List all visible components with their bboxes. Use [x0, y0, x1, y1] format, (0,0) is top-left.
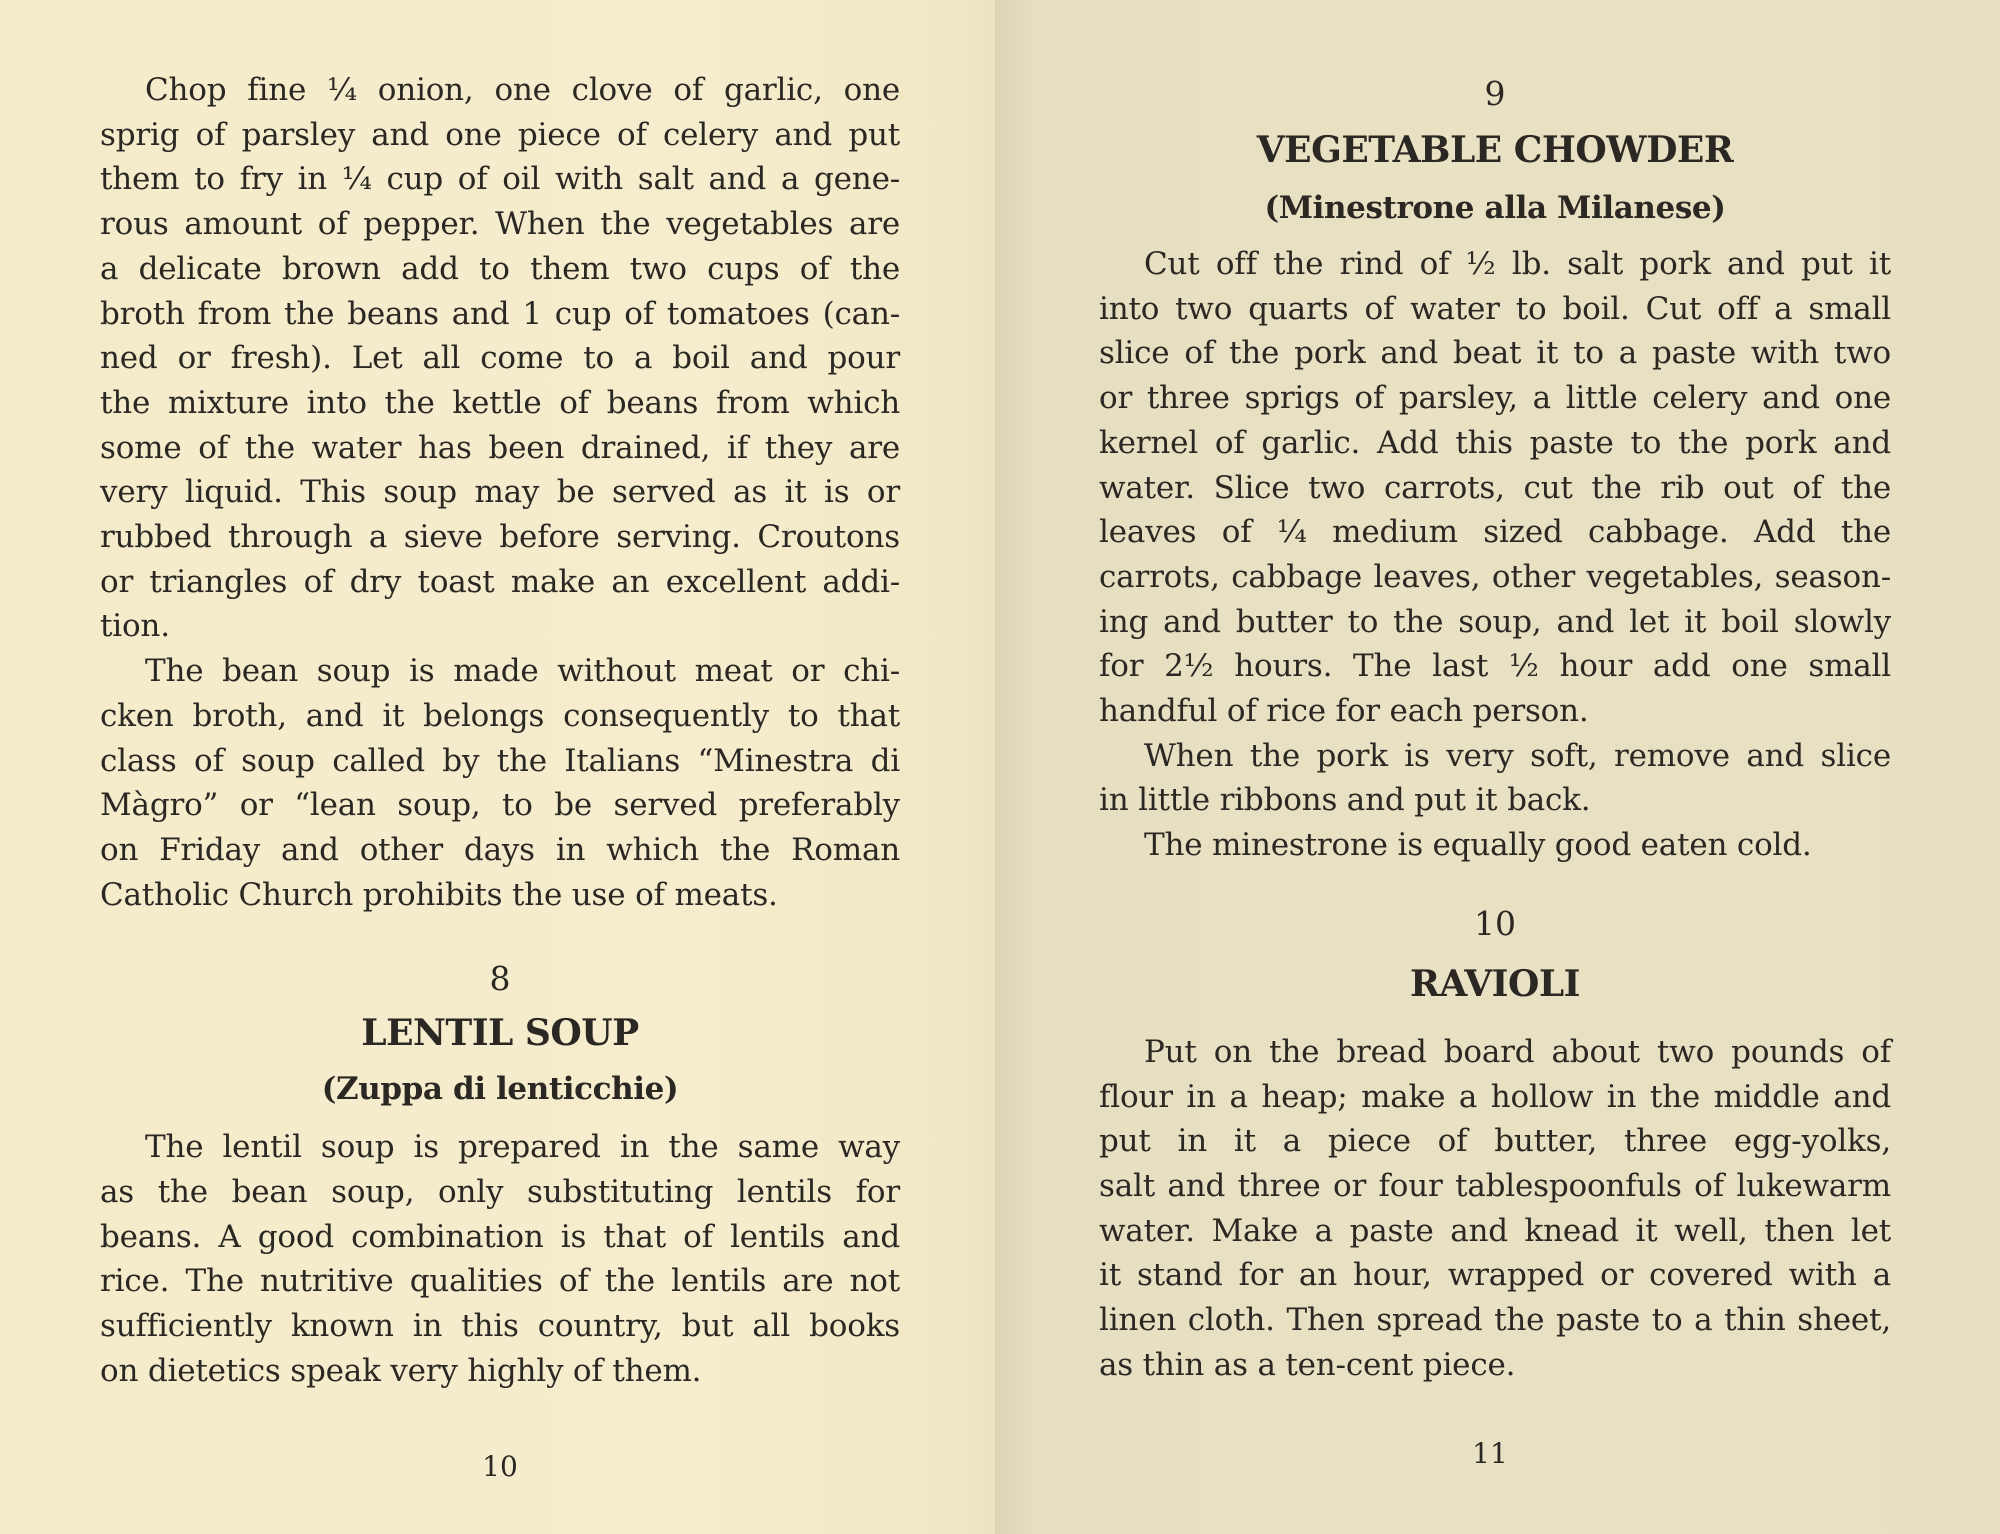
text-line: rubbed through a sieve before serving. Croutons: [100, 519, 900, 556]
text-line: The minestrone is equally good eaten cold.: [1144, 827, 1812, 864]
recipe-title: VEGETABLE CHOWDER: [1256, 129, 1734, 171]
text-line: for 2½ hours. The last ½ hour add one small: [1099, 648, 1891, 685]
recipe-title: RAVIOLI: [1409, 962, 1580, 1005]
right-page-content: [1099, 72, 1891, 1387]
text-line: into two quarts of water to boil. Cut off a small: [1099, 290, 1891, 327]
text-line: them to fry in ¼ cup of oil with salt and a gene-: [100, 161, 900, 198]
recipe-subtitle: (Minestrone alla Milanese): [1264, 190, 1726, 226]
page-number: 11: [1472, 1437, 1508, 1470]
paragraph-minestrone-pork: [1099, 734, 1891, 823]
recipe-number: 8: [489, 959, 511, 999]
text-line: flour in a heap; make a hollow in the middle and: [1099, 1078, 1891, 1115]
paragraph-bean-soup-note: [100, 649, 900, 917]
text-line: ned or fresh). Let all come to a boil and pour: [100, 340, 900, 377]
page-number: 10: [482, 1450, 518, 1483]
text-line: handful of rice for each person.: [1099, 693, 1589, 730]
text-line: water. Make a paste and knead it well, then let: [1099, 1212, 1891, 1249]
text-line: in little ribbons and put it back.: [1099, 782, 1591, 819]
text-line: sprig of parsley and one piece of celery and put: [100, 116, 900, 153]
text-line: put in it a piece of butter, three egg-yolks,: [1099, 1123, 1891, 1160]
paragraph-bean-soup-method: [100, 68, 900, 649]
text-line: slice of the pork and beat it to a paste with two: [1099, 335, 1891, 372]
recipe-title: LENTIL SOUP: [361, 1012, 639, 1055]
text-line: linen cloth. Then spread the paste to a thin sheet,: [1099, 1302, 1891, 1339]
text-line: class of soup called by the Italians “Minestra di: [100, 742, 900, 779]
text-line: some of the water has been drained, if they are: [100, 429, 900, 466]
text-line: on Friday and other days in which the Roman: [100, 831, 900, 868]
text-line: When the pork is very soft, remove and slice: [1144, 737, 1891, 774]
text-line: The bean soup is made without meat or chi-: [145, 653, 900, 690]
text-line: Màgro” or “lean soup, to be served preferably: [100, 787, 900, 824]
paragraph-minestrone-cold: [1099, 823, 1891, 868]
text-line: ing and butter to the soup, and let it boil slowly: [1099, 603, 1891, 640]
recipe-number: 9: [1484, 74, 1506, 113]
recipe-number: 10: [1474, 903, 1516, 943]
text-line: tion.: [100, 608, 170, 645]
text-line: Cut off the rind of ½ lb. salt pork and put it: [1144, 246, 1891, 282]
text-line: a delicate brown add to them two cups of the: [100, 250, 900, 287]
recipe-subtitle: (Zuppa di lenticchie): [321, 1071, 679, 1108]
text-line: water. Slice two carrots, cut the rib out of the: [1099, 469, 1891, 506]
text-line: rice. The nutritive qualities of the lentils are not: [100, 1263, 900, 1300]
text-line: as the bean soup, only substituting lentils for: [100, 1174, 900, 1211]
text-line: carrots, cabbage leaves, other vegetables, season-: [1099, 558, 1891, 595]
text-line: or triangles of dry toast make an excellent addi-: [100, 563, 900, 600]
left-page: [0, 0, 995, 1534]
paragraph-lentil-soup: [100, 1125, 900, 1393]
text-line: the mixture into the kettle of beans from which: [100, 384, 900, 421]
text-line: on dietetics speak very highly of them.: [100, 1352, 702, 1389]
right-page: [995, 0, 2000, 1534]
text-line: The lentil soup is prepared in the same way: [145, 1129, 900, 1166]
text-line: or three sprigs of parsley, a little celery and one: [1099, 380, 1891, 417]
text-line: cken broth, and it belongs consequently to that: [100, 697, 900, 734]
left-page-content: [100, 68, 900, 1394]
text-line: salt and three or four tablespoonfuls of lukewarm: [1099, 1167, 1891, 1204]
text-line: broth from the beans and 1 cup of tomatoes (can-: [100, 295, 900, 332]
text-line: beans. A good combination is that of lentils and: [100, 1218, 900, 1255]
paragraph-ravioli: [1099, 1030, 1891, 1388]
paragraph-minestrone-method: [1099, 242, 1891, 734]
text-line: as thin as a ten-cent piece.: [1099, 1346, 1516, 1383]
text-line: Chop fine ¼ onion, one clove of garlic, one: [145, 72, 900, 108]
text-line: Put on the bread board about two pounds of: [1144, 1033, 1891, 1070]
text-line: Catholic Church prohibits the use of meats.: [100, 876, 778, 913]
text-line: it stand for an hour, wrapped or covered with a: [1099, 1257, 1891, 1294]
text-line: leaves of ¼ medium sized cabbage. Add the: [1099, 514, 1891, 551]
text-line: rous amount of pepper. When the vegetables are: [100, 206, 900, 243]
text-line: very liquid. This soup may be served as it is or: [100, 474, 900, 511]
text-line: kernel of garlic. Add this paste to the pork and: [1099, 424, 1891, 461]
text-line: sufficiently known in this country, but all books: [100, 1308, 900, 1345]
